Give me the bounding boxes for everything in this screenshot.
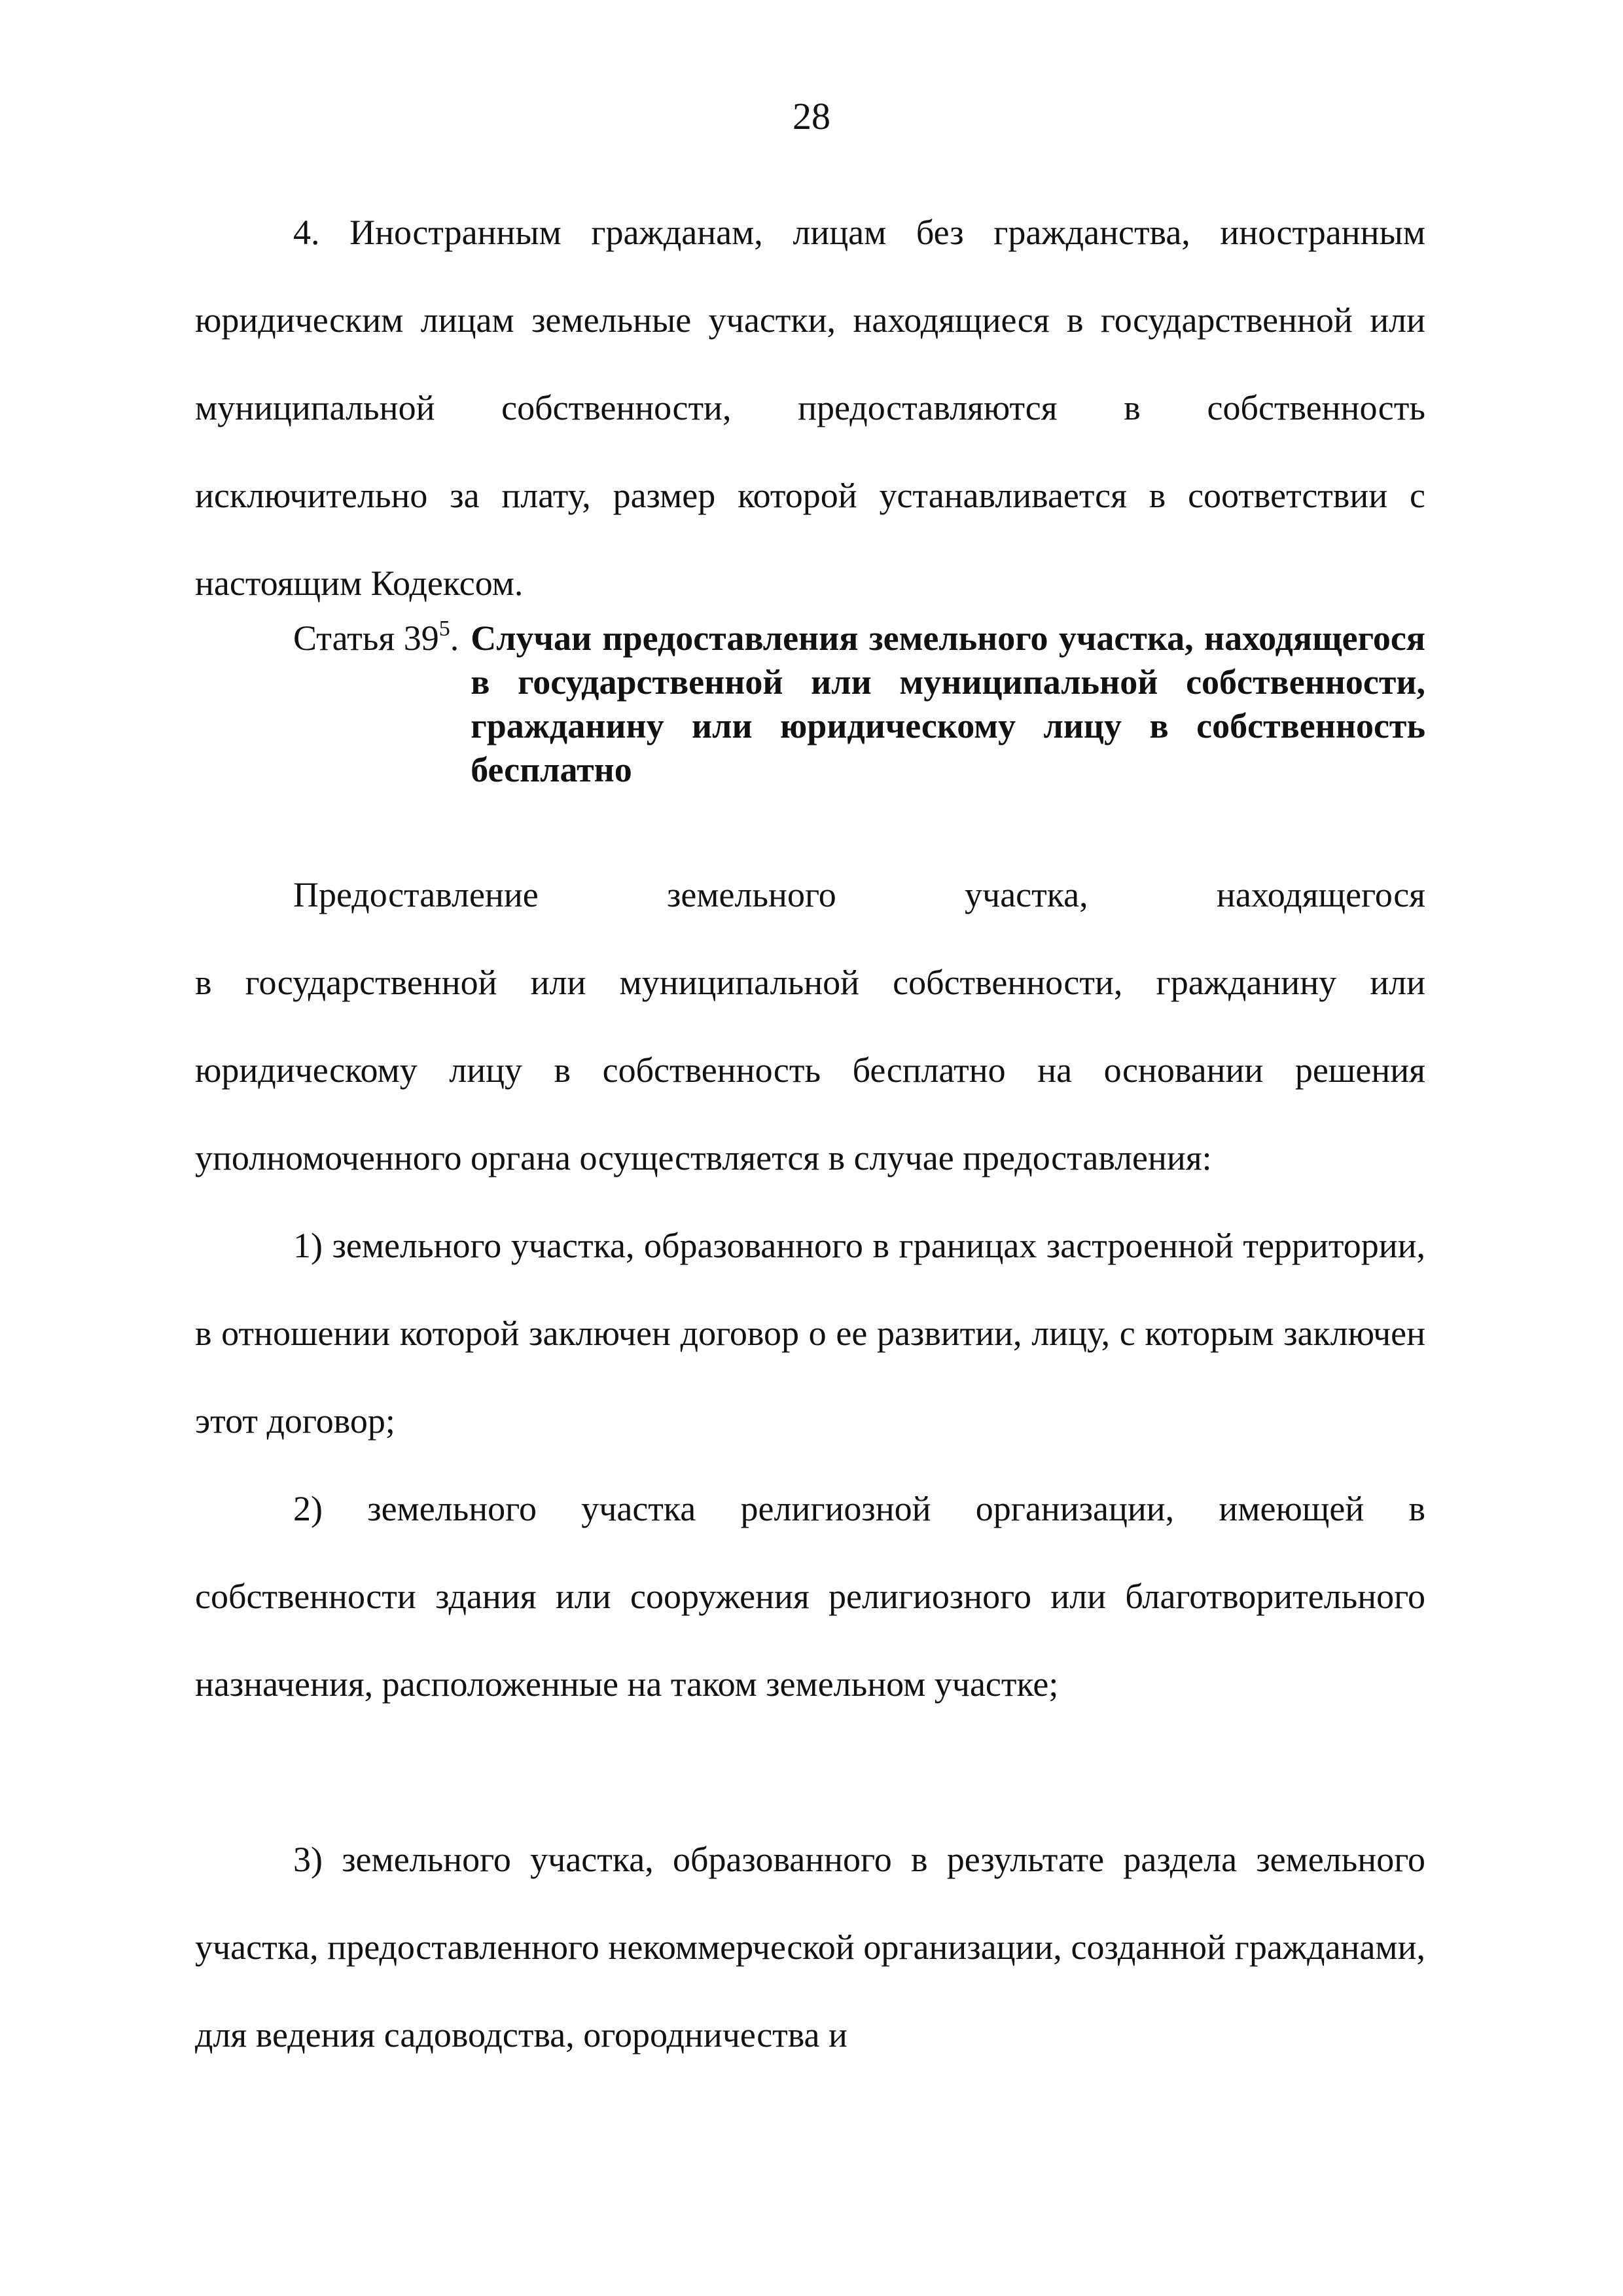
page-number: 28 [793, 95, 830, 137]
article-heading [293, 617, 1425, 792]
item-2: 2) земельного участка религиозной организации, имеющей в собственности здания или сооружения религиозного или благотворительного назначения, расположенные на таком земельном участке; [195, 1489, 1425, 1704]
article-superscript: 5 [438, 617, 450, 641]
article-label-text: Статья 39 [293, 619, 439, 658]
intro-paragraph: в государственной или муниципальной собственности, гражданину или юридическому лицу в собственность бесплатно на основании решения уполномоченного органа осуществляется в случае предоставления: [195, 963, 1425, 1177]
item-3: 3) земельного участка, образованного в результате раздела земельного участка, предоставленного некоммерческой организации, созданной гражданами, для ведения садоводства, огородничества и [195, 1840, 1425, 2054]
article-title: Случаи предоставления земельного участка, находящегося в государственной или муниципальной собственности, гражданину или юридическому лицу в собственность бесплатно [471, 619, 1425, 789]
intro-first-line: Предоставление земельного участка, находящегося [293, 875, 1425, 914]
item-1: 1) земельного участка, образованного в границах застроенной территории, в отношении которой заключен договор о ее развитии, лицу, с которым заключен этот договор; [195, 1226, 1425, 1441]
paragraph-4: 4. Иностранным гражданам, лицам без гражданства, иностранным юридическим лицам земельные участки, находящиеся в государственной или муниципальной собственности, предоставляются в собственность исключительно за плату, размер которой устанавливается в соответствии с настоящим Кодексом. [195, 213, 1425, 603]
article-label-suffix: . [450, 619, 459, 658]
article-label [293, 617, 471, 792]
